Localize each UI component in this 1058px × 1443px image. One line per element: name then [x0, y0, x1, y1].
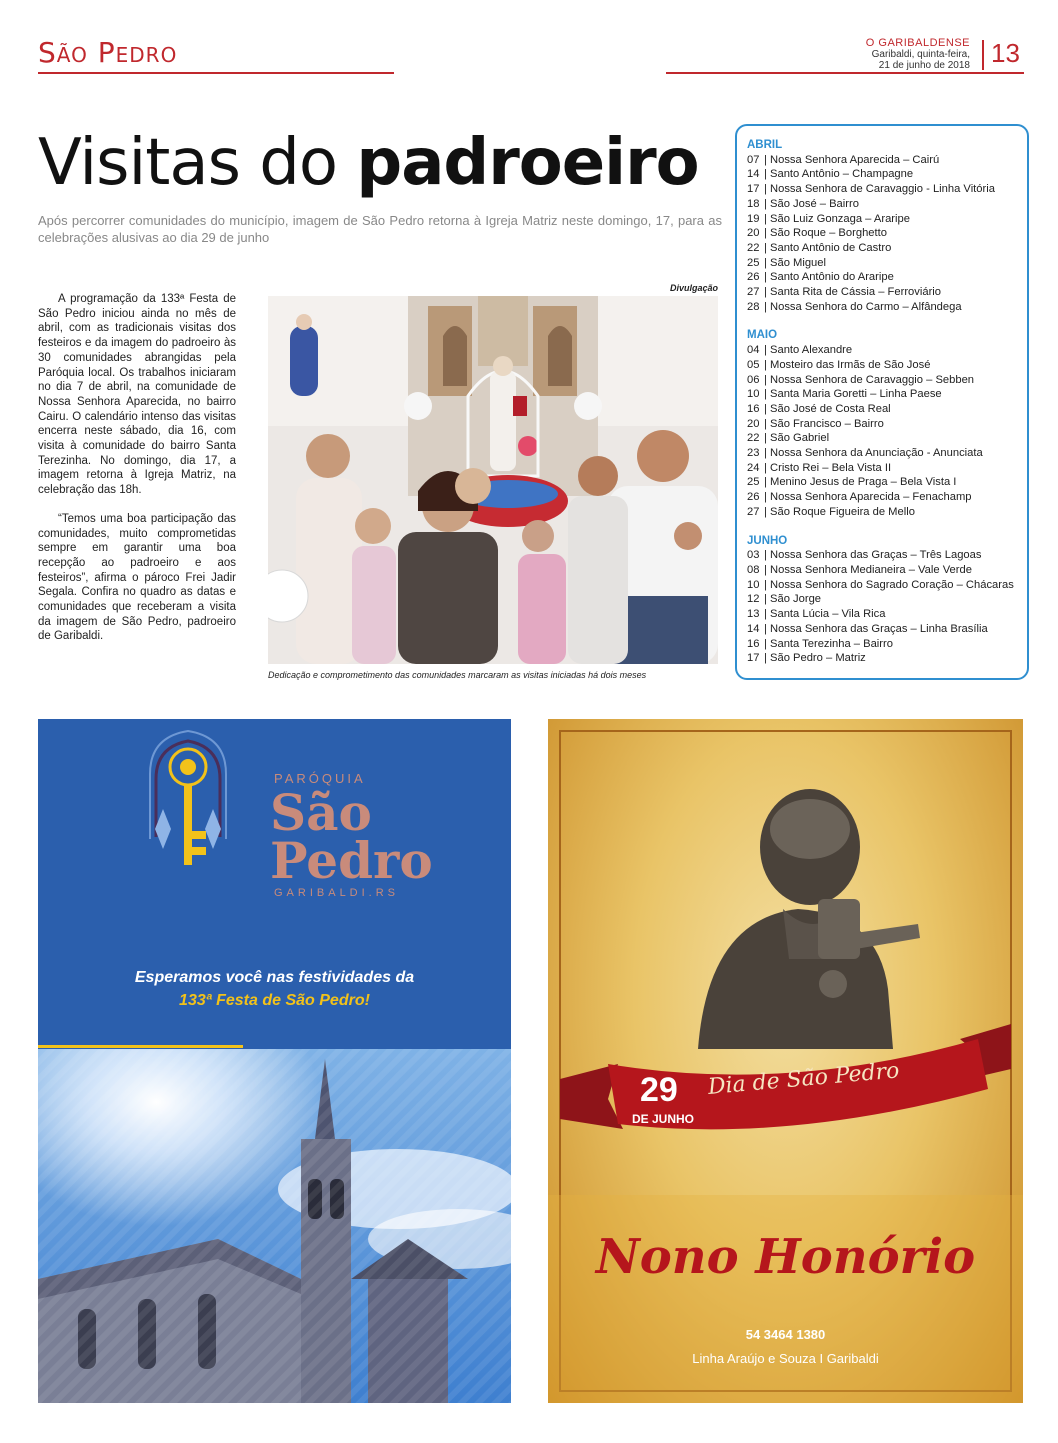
schedule-separator: | [764, 505, 771, 518]
schedule-row [747, 578, 1027, 593]
nono-honorio-advertisement [548, 719, 1023, 1403]
procession-illustration [268, 296, 718, 664]
schedule-separator: | [764, 622, 771, 635]
nono-address: Linha Araújo e Souza I Garibaldi [692, 1351, 879, 1366]
schedule-separator: | [764, 432, 771, 445]
schedule-day: 23 [747, 447, 760, 460]
schedule-day: 03 [747, 549, 760, 562]
masthead [866, 38, 970, 71]
schedule-place: São José – Bairro [770, 197, 859, 210]
schedule-day: 17 [747, 652, 760, 665]
photo-credit: Divulgação [669, 283, 718, 293]
schedule-separator: | [764, 271, 771, 284]
schedule-separator: | [764, 344, 771, 357]
schedule-place: Nossa Senhora das Graças – Três Lagoas [770, 549, 982, 562]
parish-logo-city: GARIBALDI.RS [274, 887, 400, 899]
schedule-place: Nossa Senhora de Caravaggio – Sebben [770, 373, 975, 386]
schedule-row [747, 505, 1027, 520]
schedule-day: 16 [747, 402, 760, 415]
schedule-day: 22 [747, 241, 760, 254]
schedule-separator: | [764, 373, 771, 386]
schedule-row [747, 197, 1027, 212]
schedule-day: 16 [747, 637, 760, 650]
nono-banner-text: Dia de São Pedro [706, 1058, 901, 1100]
schedule-day: 27 [747, 505, 760, 518]
schedule-place: Santa Terezinha – Bairro [770, 637, 893, 650]
schedule-row [747, 475, 1027, 490]
schedule-row [747, 563, 1027, 578]
schedule-day: 20 [747, 417, 760, 430]
schedule-place: São Francisco – Bairro [770, 417, 884, 430]
schedule-day: 04 [747, 344, 760, 357]
schedule-separator: | [764, 241, 771, 254]
schedule-row [747, 256, 1027, 271]
schedule-row [747, 212, 1027, 227]
schedule-separator: | [764, 476, 771, 489]
schedule-day: 14 [747, 622, 760, 635]
schedule-row [747, 285, 1027, 300]
schedule-separator: | [764, 417, 771, 430]
nono-month-label: DE JUNHO [632, 1112, 695, 1126]
parish-tagline-2: 133ª Festa de São Pedro! [179, 992, 370, 1009]
schedule-separator: | [764, 300, 771, 313]
schedule-separator: | [764, 286, 771, 299]
schedule-day: 10 [747, 578, 760, 591]
schedule-place: Menino Jesus de Praga – Bela Vista I [770, 476, 957, 489]
schedule-month-april: ABRIL [747, 139, 783, 151]
schedule-separator: | [764, 388, 771, 401]
schedule-separator: | [764, 256, 771, 269]
schedule-place: Santo Antônio – Champagne [770, 168, 914, 181]
dateline-line-2: 21 de junho de 2018 [878, 60, 970, 71]
schedule-row [747, 300, 1027, 315]
schedule-row [747, 548, 1027, 563]
schedule-day: 19 [747, 212, 760, 225]
schedule-day: 10 [747, 388, 760, 401]
schedule-day: 22 [747, 432, 760, 445]
schedule-day: 17 [747, 183, 760, 196]
article-paragraph-2: “Temos uma boa participação das comunidades, muito comprometidas sempre em garantir uma boa recepção ao padroeiro e aos festeiros”, afirma o pároco Frei Jadir Segala. Confira no quadro as datas e comunidades que receberam a visita da imagem de São Pedro, padroeiro de Garibaldi. [38, 512, 236, 643]
article-photo [268, 296, 718, 664]
schedule-box [735, 124, 1029, 680]
headline [38, 126, 699, 200]
parish-logo-sao: São [270, 783, 372, 842]
schedule-list-june [747, 548, 1027, 666]
parish-advertisement [38, 719, 511, 1403]
article-body [38, 292, 236, 658]
schedule-row [747, 431, 1027, 446]
schedule-separator: | [764, 168, 771, 181]
schedule-day: 20 [747, 227, 760, 240]
schedule-place: Santa Lúcia – Vila Rica [770, 608, 886, 621]
schedule-separator: | [764, 563, 771, 576]
schedule-place: Nossa Senhora do Carmo – Alfândega [770, 300, 962, 313]
schedule-separator: | [764, 608, 771, 621]
schedule-list-may [747, 343, 1027, 519]
schedule-place: São Jorge [770, 593, 822, 606]
schedule-place: São Pedro – Matriz [770, 652, 866, 665]
schedule-separator: | [764, 153, 771, 166]
schedule-place: Nossa Senhora Aparecida – Fenachamp [770, 491, 972, 504]
schedule-place: São Gabriel [770, 432, 830, 445]
schedule-list-april [747, 153, 1027, 315]
article-paragraph-1: A programação da 133ª Festa de São Pedro iniciou ainda no mês de abril, com as tradicionais visitas dos festeiros e da imagem do padroeiro às 30 comunidades abrangidas pela Paróquia local. Os trabalhos iniciaram no dia 7 de abril, na comunidade de Nossa Senhora Aparecida, no bairro Cairu. O calendário intenso das visitas encerra neste sábado, dia 16, com visita à comunidade do bairro Santa Terezinha. No domingo, dia 17, a imagem retorna à Igreja Matriz, na celebração das 18h. [38, 293, 236, 497]
page-number-separator [982, 40, 984, 70]
schedule-separator: | [764, 183, 771, 196]
parish-logo-paroquia: PARÓQUIA [274, 771, 366, 786]
schedule-row [747, 182, 1027, 197]
nono-day-number: 29 [640, 1071, 678, 1109]
photo-caption: Dedicação e comprometimento das comunidades marcaram as visitas iniciadas há dois meses [268, 670, 647, 680]
schedule-day: 18 [747, 197, 760, 210]
schedule-separator: | [764, 212, 771, 225]
schedule-place: Nossa Senhora de Caravaggio - Linha Vitória [770, 183, 995, 196]
schedule-row [747, 461, 1027, 476]
schedule-place: São Roque Figueira de Mello [770, 505, 915, 518]
schedule-separator: | [764, 652, 771, 665]
schedule-row [747, 153, 1027, 168]
schedule-day: 25 [747, 476, 760, 489]
schedule-place: São Luiz Gonzaga – Araripe [770, 212, 910, 225]
nono-phone: 54 3464 1380 [745, 1327, 826, 1342]
schedule-place: São Miguel [770, 256, 826, 269]
schedule-row [747, 651, 1027, 666]
nono-ad-artwork [548, 719, 1023, 1403]
header-rule-right [666, 72, 1024, 74]
schedule-place: Nossa Senhora Medianeira – Vale Verde [770, 563, 972, 576]
schedule-place: Mosteiro das Irmãs de São José [770, 358, 931, 371]
schedule-separator: | [764, 358, 771, 371]
schedule-day: 06 [747, 373, 760, 386]
schedule-day: 28 [747, 300, 760, 313]
schedule-separator: | [764, 402, 771, 415]
schedule-day: 13 [747, 608, 760, 621]
schedule-row [747, 167, 1027, 182]
schedule-row [747, 446, 1027, 461]
schedule-separator: | [764, 593, 771, 606]
schedule-month-june: JUNHO [747, 534, 788, 547]
schedule-row [747, 343, 1027, 358]
schedule-day: 08 [747, 563, 760, 576]
schedule-separator: | [764, 227, 771, 240]
dateline-line-1: Garibaldi, quinta-feira, [871, 49, 970, 60]
schedule-place: São José de Costa Real [770, 402, 891, 415]
schedule-row [747, 226, 1027, 241]
schedule-separator: | [764, 447, 771, 460]
schedule-place: Santo Antônio do Araripe [770, 271, 894, 284]
schedule-row [747, 387, 1027, 402]
schedule-place: Nossa Senhora Aparecida – Cairú [770, 153, 940, 166]
parish-logo-pedro: Pedro [270, 831, 433, 890]
schedule-separator: | [764, 491, 771, 504]
schedule-day: 26 [747, 271, 760, 284]
schedule-separator: | [764, 461, 771, 474]
schedule-row [747, 637, 1027, 652]
schedule-day: 12 [747, 593, 760, 606]
schedule-month-may: MAIO [747, 329, 778, 342]
schedule-day: 25 [747, 256, 760, 269]
headline-light: Visitas do [38, 126, 357, 200]
section-title: São Pedro [38, 36, 178, 69]
schedule-row [747, 490, 1027, 505]
schedule-separator: | [764, 637, 771, 650]
schedule-place: Santo Alexandre [770, 344, 853, 357]
schedule-place: Nossa Senhora do Sagrado Coração – Chácaras [770, 578, 1014, 591]
schedule-place: Santo Antônio de Castro [770, 241, 892, 254]
schedule-place: Santa Maria Goretti – Linha Paese [770, 388, 942, 401]
schedule-row [747, 402, 1027, 417]
header-rule-left [38, 72, 394, 74]
schedule-place: Santa Rita de Cássia – Ferroviário [770, 286, 942, 299]
schedule-row [747, 417, 1027, 432]
schedule-place: Nossa Senhora das Graças – Linha Brasília [770, 622, 988, 635]
page-number: 13 [991, 38, 1020, 68]
schedule-place: Nossa Senhora da Anunciação - Anunciata [770, 447, 983, 460]
nono-brand-name: Nono Honório [595, 1229, 976, 1285]
schedule-row [747, 592, 1027, 607]
schedule-separator: | [764, 578, 771, 591]
schedule-place: São Roque – Borghetto [770, 227, 887, 240]
schedule-day: 26 [747, 491, 760, 504]
schedule-day: 14 [747, 168, 760, 181]
headline-bold: padroeiro [356, 126, 699, 200]
schedule-place: Cristo Rei – Bela Vista II [770, 461, 892, 474]
schedule-row [747, 270, 1027, 285]
schedule-day: 27 [747, 286, 760, 299]
parish-tagline-1: Esperamos você nas festividades da [134, 969, 415, 986]
schedule-day: 24 [747, 461, 760, 474]
schedule-separator: | [764, 197, 771, 210]
schedule-row [747, 607, 1027, 622]
schedule-row [747, 358, 1027, 373]
schedule-row [747, 622, 1027, 637]
schedule-separator: | [764, 549, 771, 562]
schedule-row [747, 241, 1027, 256]
schedule-day: 07 [747, 153, 760, 166]
article-deck: Após percorrer comunidades do município, imagem de São Pedro retorna à Igreja Matriz neste domingo, 17, para as celebrações alusivas ao dia 29 de junho [38, 213, 722, 245]
schedule-row [747, 373, 1027, 388]
schedule-day: 05 [747, 358, 760, 371]
paper-name: O GARIBALDENSE [865, 37, 970, 49]
